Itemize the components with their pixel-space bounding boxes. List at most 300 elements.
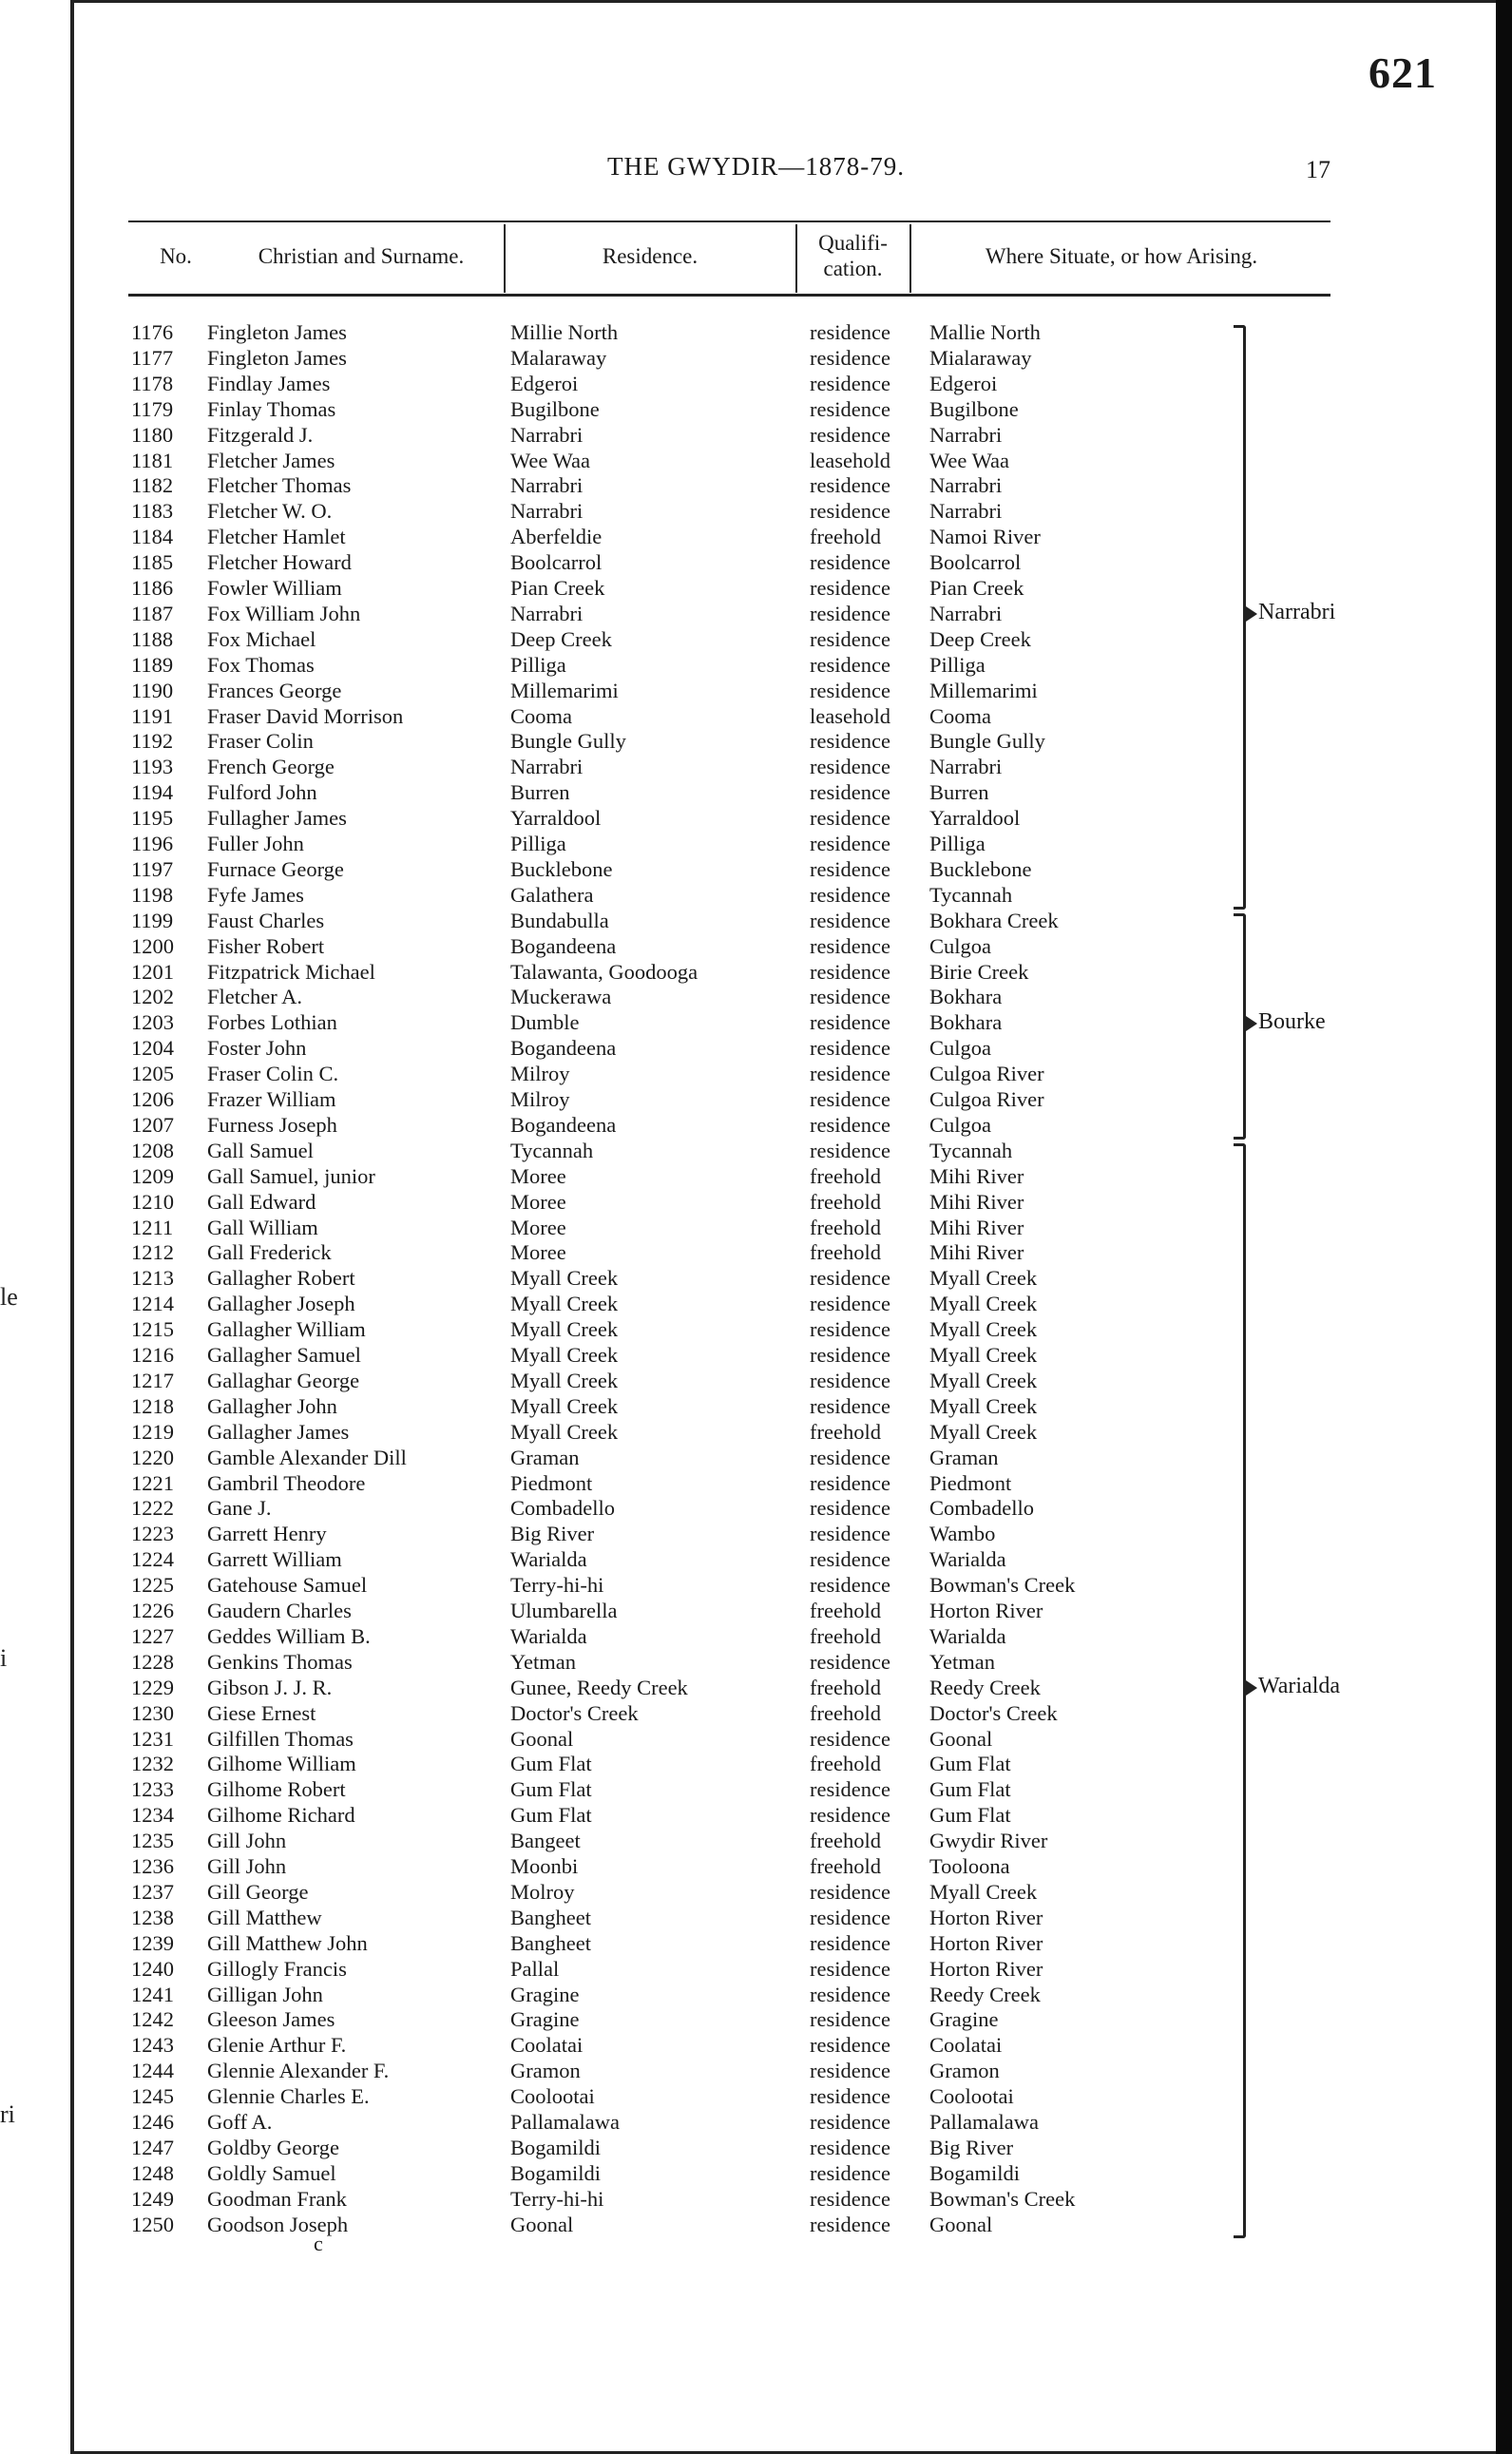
qualification-cell: residence (810, 2084, 890, 2109)
qualification-cell: residence (810, 1062, 890, 1086)
row-number: 1224 (131, 1547, 174, 1572)
residence-cell: Bangheet (510, 1905, 591, 1929)
qualification-cell: residence (810, 1956, 890, 1981)
elector-name: Gilhome Richard (207, 1803, 355, 1828)
elector-name: Gaudern Charles (207, 1599, 352, 1622)
where-situate-cell: Tycannah (929, 1138, 1013, 1162)
residence-cell: Piedmont (510, 1470, 593, 1495)
elector-name: Fletcher James (207, 448, 335, 472)
qualification-cell: freehold (810, 1829, 881, 1853)
table-row (0, 448, 1512, 473)
residence-cell: Bogamildi (510, 2160, 601, 2185)
qualification-cell: residence (810, 882, 890, 907)
elector-name: Fletcher A. (207, 985, 302, 1009)
table-row (0, 2058, 1512, 2083)
table-row (0, 652, 1512, 678)
elector-name: Gill John (207, 1854, 287, 1878)
residence-cell: Moree (510, 1215, 566, 1239)
table-row (0, 1598, 1512, 1623)
residence-cell: Gramon (510, 2059, 581, 2083)
qualification-cell: residence (810, 1368, 890, 1392)
where-situate-cell: Mialaraway (929, 345, 1032, 370)
where-situate-cell: Cooma (929, 703, 991, 728)
where-situate-cell: Graman (929, 1445, 999, 1469)
qualification-cell: residence (810, 499, 890, 524)
qualification-cell: residence (810, 2110, 890, 2134)
residence-cell: Moree (510, 1189, 566, 1214)
where-situate-cell: Mihi River (929, 1240, 1024, 1265)
where-situate-cell: Narrabri (929, 499, 1003, 524)
table-row (0, 1853, 1512, 1879)
residence-cell: Warialda (510, 1547, 587, 1572)
elector-name: Fulford John (207, 780, 317, 805)
residence-cell: Gragine (510, 1982, 580, 2006)
residence-cell: Muckerawa (510, 985, 612, 1009)
residence-cell: Goonal (510, 1726, 574, 1751)
qualification-cell: residence (810, 1036, 890, 1061)
qualification-cell: freehold (810, 1854, 881, 1878)
elector-name: Fraser Colin (207, 729, 314, 754)
elector-name: Foster John (207, 1036, 307, 1061)
prev-page-fragment: i (0, 1644, 8, 1672)
residence-cell: Ulumbarella (510, 1599, 618, 1622)
where-situate-cell: Piedmont (929, 1470, 1012, 1495)
qualification-cell: residence (810, 1547, 890, 1572)
where-situate-cell: Namoi River (929, 525, 1041, 549)
elector-name: Fletcher Hamlet (207, 525, 346, 549)
where-situate-cell: Pallamalawa (929, 2110, 1039, 2134)
elector-name: Gill John (207, 1829, 287, 1853)
column-separator (504, 224, 506, 293)
row-number: 1210 (131, 1189, 174, 1214)
residence-cell: Graman (510, 1445, 580, 1469)
row-number: 1176 (131, 320, 174, 344)
header-name: Christian and Surname. (258, 244, 465, 268)
residence-cell: Coolootai (510, 2084, 595, 2109)
header-qualification-line1: Qualifi- (818, 231, 888, 255)
table-row (0, 1930, 1512, 1956)
table-row (0, 1368, 1512, 1393)
row-number: 1221 (131, 1470, 174, 1495)
residence-cell: Tycannah (510, 1138, 594, 1162)
qualification-cell: residence (810, 1266, 890, 1291)
table-row (0, 422, 1512, 448)
table-row (0, 933, 1512, 959)
residence-cell: Narrabri (510, 473, 584, 498)
row-number: 1241 (131, 1982, 174, 2006)
qualification-cell: residence (810, 1317, 890, 1342)
qualification-cell: leasehold (810, 703, 890, 728)
row-number: 1198 (131, 882, 174, 907)
qualification-cell: residence (810, 1445, 890, 1469)
elector-name: Gallaghar George (207, 1368, 360, 1392)
residence-cell: Moree (510, 1163, 566, 1188)
table-row (0, 959, 1512, 985)
where-situate-cell: Narrabri (929, 422, 1003, 447)
elector-name: Gallagher William (207, 1317, 366, 1342)
residence-cell: Coolatai (510, 2033, 584, 2058)
residence-cell: Bogandeena (510, 1112, 617, 1137)
residence-cell: Pilliga (510, 832, 566, 855)
table-row (0, 2032, 1512, 2058)
row-number: 1231 (131, 1726, 174, 1751)
qualification-cell: residence (810, 422, 890, 447)
residence-cell: Wee Waa (510, 448, 591, 472)
table-row (0, 1879, 1512, 1905)
row-number: 1187 (131, 601, 174, 625)
row-number: 1235 (131, 1829, 174, 1853)
elector-name: Gane J. (207, 1496, 272, 1521)
elector-name: Geddes William B. (207, 1623, 371, 1648)
district-label: Bourke (1258, 1008, 1326, 1034)
row-number: 1217 (131, 1368, 174, 1392)
residence-cell: Myall Creek (510, 1266, 619, 1291)
elector-name: Gallagher Robert (207, 1266, 355, 1291)
elector-name: Gall Samuel (207, 1138, 314, 1162)
elector-name: Fingleton James (207, 320, 347, 344)
table-row (0, 2160, 1512, 2186)
residence-cell: Gunee, Reedy Creek (510, 1675, 688, 1699)
table-row (0, 779, 1512, 805)
row-number: 1227 (131, 1623, 174, 1648)
table-row (0, 1215, 1512, 1240)
table-row (0, 678, 1512, 703)
row-number: 1202 (131, 985, 174, 1009)
residence-cell: Myall Creek (510, 1317, 619, 1342)
residence-cell: Boolcarrol (510, 550, 603, 575)
residence-cell: Bangheet (510, 1930, 591, 1955)
row-number: 1204 (131, 1036, 174, 1061)
table-row (0, 831, 1512, 856)
table-row (0, 1393, 1512, 1419)
elector-name: Fowler William (207, 576, 342, 600)
table-row (0, 882, 1512, 908)
where-situate-cell: Birie Creek (929, 959, 1029, 984)
row-number: 1236 (131, 1854, 174, 1878)
table-row (0, 1419, 1512, 1445)
elector-name: Gamble Alexander Dill (207, 1445, 407, 1469)
where-situate-cell: Culgoa River (929, 1062, 1044, 1086)
where-situate-cell: Gramon (929, 2059, 1000, 2083)
residence-cell: Millie North (510, 320, 619, 344)
where-situate-cell: Myall Creek (929, 1368, 1038, 1392)
row-number: 1239 (131, 1930, 174, 1955)
qualification-cell: residence (810, 371, 890, 395)
row-number: 1207 (131, 1112, 174, 1137)
where-situate-cell: Bokhara (929, 985, 1003, 1009)
where-situate-cell: Reedy Creek (929, 1982, 1041, 2006)
where-situate-cell: Millemarimi (929, 678, 1038, 702)
qualification-cell: residence (810, 1930, 890, 1955)
where-situate-cell: Pian Creek (929, 576, 1024, 600)
row-number: 1203 (131, 1010, 174, 1035)
row-number: 1225 (131, 1573, 174, 1598)
where-situate-cell: Bokhara Creek (929, 908, 1059, 932)
elector-name: Fletcher Thomas (207, 473, 352, 498)
prev-page-fragment: ri (0, 2100, 15, 2128)
row-number: 1212 (131, 1240, 174, 1265)
bracket-point (1246, 1680, 1257, 1696)
elector-name: Gambril Theodore (207, 1470, 366, 1495)
elector-name: Gleeson James (207, 2007, 335, 2032)
row-number: 1238 (131, 1905, 174, 1929)
table-row (0, 1649, 1512, 1675)
elector-name: Faust Charles (207, 908, 325, 932)
qualification-cell: residence (810, 2033, 890, 2058)
where-situate-cell: Bogamildi (929, 2160, 1020, 2185)
where-situate-cell: Horton River (929, 1930, 1043, 1955)
qualification-cell: freehold (810, 1419, 881, 1444)
where-situate-cell: Myall Creek (929, 1879, 1038, 1904)
residence-cell: Bucklebone (510, 856, 613, 881)
header-no: No. (160, 244, 192, 268)
qualification-cell: residence (810, 806, 890, 831)
row-number: 1200 (131, 933, 174, 958)
residence-cell: Warialda (510, 1623, 587, 1648)
table-row (0, 524, 1512, 549)
residence-cell: Terry-hi-hi (510, 1573, 604, 1598)
qualification-cell: residence (810, 2007, 890, 2032)
qualification-cell: freehold (810, 1675, 881, 1699)
elector-name: Gallagher Samuel (207, 1343, 361, 1367)
qualification-cell: residence (810, 1010, 890, 1035)
residence-cell: Milroy (510, 1087, 570, 1111)
row-number: 1222 (131, 1496, 174, 1521)
table-row (0, 1495, 1512, 1521)
residence-cell: Goonal (510, 2212, 574, 2236)
row-number: 1184 (131, 525, 174, 549)
header-rule-top (128, 220, 1330, 222)
table-row (0, 1982, 1512, 2007)
header-rule-bottom (128, 294, 1330, 297)
where-situate-cell: Mihi River (929, 1163, 1024, 1188)
where-situate-cell: Mihi River (929, 1215, 1024, 1239)
qualification-cell: residence (810, 1803, 890, 1828)
where-situate-cell: Big River (929, 2135, 1014, 2159)
elector-name: Garrett Henry (207, 1522, 327, 1546)
table-row (0, 1905, 1512, 1930)
page-top-edge (70, 0, 1512, 3)
qualification-cell: freehold (810, 1240, 881, 1265)
row-number: 1194 (131, 780, 174, 805)
qualification-cell: freehold (810, 1623, 881, 1648)
table-row (0, 1546, 1512, 1572)
residence-cell: Moree (510, 1240, 566, 1265)
table-row (0, 1112, 1512, 1138)
residence-cell: Big River (510, 1522, 595, 1546)
where-situate-cell: Edgeroi (929, 371, 998, 395)
qualification-cell: residence (810, 933, 890, 958)
elector-name: Glennie Charles E. (207, 2084, 370, 2109)
qualification-cell: residence (810, 2160, 890, 2185)
elector-name: Glennie Alexander F. (207, 2059, 390, 2083)
table-row (0, 1623, 1512, 1649)
residence-cell: Millemarimi (510, 678, 619, 702)
residence-cell: Edgeroi (510, 371, 579, 395)
elector-name: Genkins Thomas (207, 1649, 353, 1674)
residence-cell: Talawanta, Goodooga (510, 959, 699, 984)
residence-cell: Pallal (510, 1956, 560, 1981)
elector-name: Gilligan John (207, 1982, 323, 2006)
table-row (0, 805, 1512, 831)
elector-name: Frazer William (207, 1087, 336, 1111)
table-row (0, 1828, 1512, 1853)
row-number: 1242 (131, 2007, 174, 2032)
qualification-cell: residence (810, 1393, 890, 1418)
elector-name: Furnace George (207, 856, 344, 881)
elector-name: Fullagher James (207, 806, 347, 831)
qualification-cell: residence (810, 1573, 890, 1598)
table-row (0, 1751, 1512, 1776)
table-row (0, 1086, 1512, 1112)
qualification-cell: residence (810, 1496, 890, 1521)
row-number: 1182 (131, 473, 174, 498)
row-number: 1199 (131, 908, 174, 932)
where-situate-cell: Bungle Gully (929, 729, 1045, 754)
table-row (0, 498, 1512, 524)
where-situate-cell: Myall Creek (929, 1317, 1038, 1342)
elector-name: Findlay James (207, 371, 331, 395)
qualification-cell: residence (810, 985, 890, 1009)
where-situate-cell: Deep Creek (929, 626, 1031, 651)
where-situate-cell: Narrabri (929, 473, 1003, 498)
where-situate-cell: Gwydir River (929, 1829, 1048, 1853)
where-situate-cell: Bowman's Creek (929, 1573, 1076, 1598)
where-situate-cell: Horton River (929, 1599, 1043, 1622)
elector-name: Giese Ernest (207, 1700, 316, 1725)
where-situate-cell: Bokhara (929, 1010, 1003, 1035)
residence-cell: Malaraway (510, 345, 607, 370)
residence-cell: Burren (510, 780, 570, 805)
qualification-cell: residence (810, 396, 890, 421)
row-number: 1208 (131, 1138, 174, 1162)
residence-cell: Bangeet (510, 1829, 581, 1853)
row-number: 1189 (131, 652, 174, 677)
qualification-cell: residence (810, 601, 890, 625)
page-number: 621 (1368, 48, 1437, 97)
row-number: 1240 (131, 1956, 174, 1981)
table-row (0, 371, 1512, 396)
table-row (0, 703, 1512, 729)
row-number: 1246 (131, 2110, 174, 2134)
elector-name: Fisher Robert (207, 933, 325, 958)
elector-name: Gill George (207, 1879, 309, 1904)
table-row (0, 575, 1512, 601)
table-row (0, 1163, 1512, 1189)
elector-name: Fox Thomas (207, 652, 315, 677)
where-situate-cell: Tycannah (929, 882, 1013, 907)
elector-name: Gillogly Francis (207, 1956, 347, 1981)
elector-name: Goldly Samuel (207, 2160, 336, 2185)
residence-cell: Gum Flat (510, 1752, 592, 1776)
elector-name: Fingleton James (207, 345, 347, 370)
residence-cell: Narrabri (510, 755, 584, 779)
table-row (0, 1776, 1512, 1802)
qualification-cell: residence (810, 2186, 890, 2211)
elector-name: Gilhome Robert (207, 1777, 346, 1802)
elector-name: Gall Samuel, junior (207, 1163, 375, 1188)
elector-name: Gall Edward (207, 1189, 316, 1214)
column-separator (795, 224, 797, 293)
district-bracket (1234, 913, 1246, 1140)
table-row (0, 984, 1512, 1009)
qualification-cell: residence (810, 1905, 890, 1929)
qualification-cell: residence (810, 755, 890, 779)
elector-name: Gibson J. J. R. (207, 1675, 333, 1699)
residence-cell: Bogandeena (510, 1036, 617, 1061)
residence-cell: Narrabri (510, 499, 584, 524)
where-situate-cell: Pilliga (929, 652, 986, 677)
residence-cell: Deep Creek (510, 626, 612, 651)
residence-cell: Galathera (510, 882, 594, 907)
table-row (0, 1956, 1512, 1982)
table-row (0, 1189, 1512, 1215)
residence-cell: Myall Creek (510, 1393, 619, 1418)
table-row (0, 319, 1512, 345)
row-number: 1183 (131, 499, 174, 524)
where-situate-cell: Myall Creek (929, 1393, 1038, 1418)
row-number: 1220 (131, 1445, 174, 1469)
elector-name: Fox Michael (207, 626, 316, 651)
row-number: 1186 (131, 576, 174, 600)
district-bracket (1234, 325, 1246, 910)
row-number: 1250 (131, 2212, 174, 2236)
where-situate-cell: Wee Waa (929, 448, 1010, 472)
where-situate-cell: Gum Flat (929, 1803, 1011, 1828)
table-row (0, 1239, 1512, 1265)
row-number: 1245 (131, 2084, 174, 2109)
where-situate-cell: Myall Creek (929, 1266, 1038, 1291)
qualification-cell: residence (810, 832, 890, 855)
where-situate-cell: Yarraldool (929, 806, 1021, 831)
table-row (0, 908, 1512, 933)
residence-cell: Pallamalawa (510, 2110, 620, 2134)
qualification-cell: freehold (810, 1215, 881, 1239)
elector-name: Finlay Thomas (207, 396, 336, 421)
table-row (0, 626, 1512, 652)
where-situate-cell: Narrabri (929, 755, 1003, 779)
residence-cell: Myall Creek (510, 1419, 619, 1444)
row-number: 1215 (131, 1317, 174, 1342)
elector-name: Garrett William (207, 1547, 342, 1572)
qualification-cell: freehold (810, 1599, 881, 1622)
qualification-cell: residence (810, 1112, 890, 1137)
where-situate-cell: Culgoa (929, 1112, 991, 1137)
header-where: Where Situate, or how Arising. (985, 244, 1258, 268)
row-number: 1177 (131, 345, 174, 370)
where-situate-cell: Culgoa River (929, 1087, 1044, 1111)
row-number: 1223 (131, 1522, 174, 1546)
qualification-cell: residence (810, 959, 890, 984)
where-situate-cell: Gum Flat (929, 1752, 1011, 1776)
residence-cell: Doctor's Creek (510, 1700, 639, 1725)
residence-cell: Bungle Gully (510, 729, 626, 754)
residence-cell: Myall Creek (510, 1292, 619, 1316)
row-number: 1201 (131, 959, 174, 984)
elector-name: Gilhome William (207, 1752, 356, 1776)
where-situate-cell: Burren (929, 780, 989, 805)
row-number: 1196 (131, 832, 174, 855)
where-situate-cell: Combadello (929, 1496, 1034, 1521)
qualification-cell: residence (810, 1726, 890, 1751)
where-situate-cell: Doctor's Creek (929, 1700, 1058, 1725)
table-row (0, 856, 1512, 882)
elector-name: Fletcher W. O. (207, 499, 333, 524)
row-number: 1179 (131, 396, 174, 421)
where-situate-cell: Pilliga (929, 832, 986, 855)
table-row (0, 1470, 1512, 1496)
where-situate-cell: Coolatai (929, 2033, 1003, 2058)
